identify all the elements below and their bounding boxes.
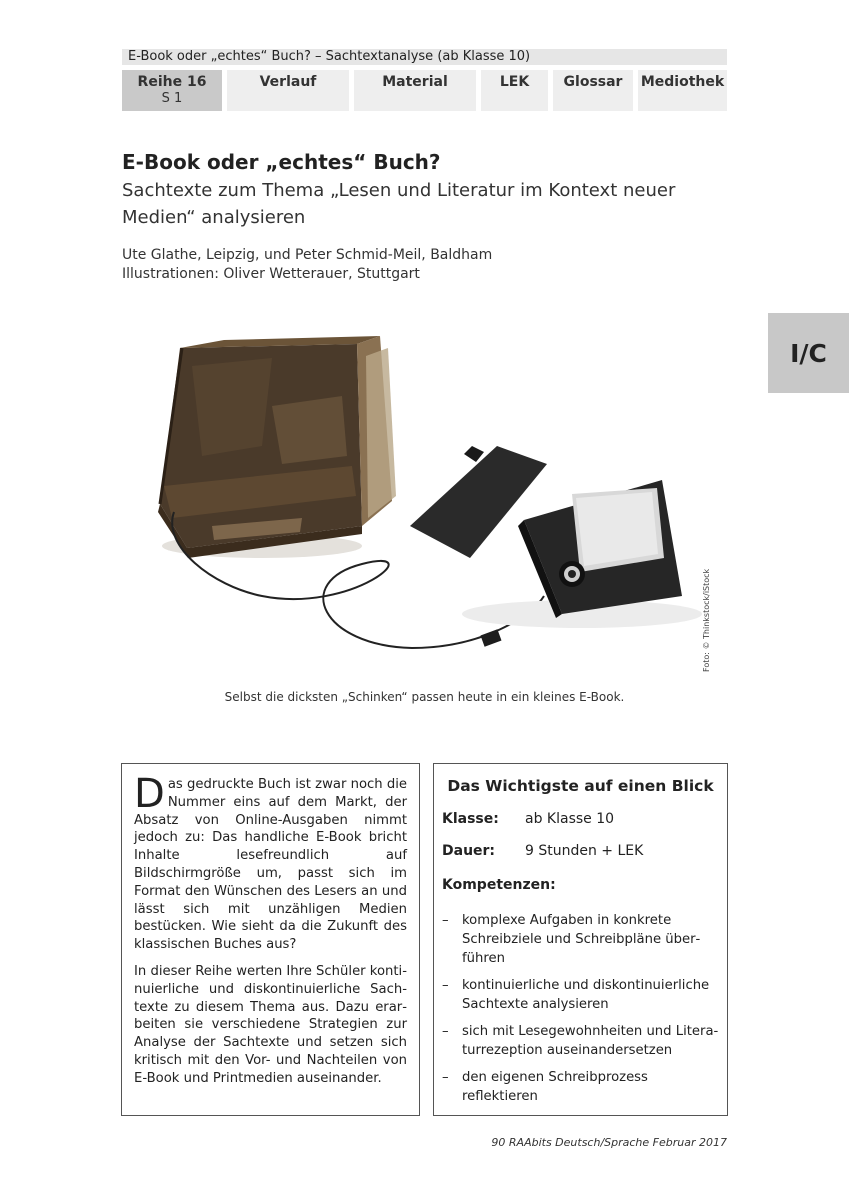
- kompetenzen-label: Kompetenzen:: [442, 877, 556, 893]
- kompetenz-text: den eigenen Schreibprozess reflektieren: [462, 1070, 648, 1104]
- page-subtitle: Sachtexte zum Thema „Lesen und Literatur im Kontext neuer Medien“ analysieren: [122, 180, 676, 228]
- dauer-label: Dauer:: [442, 843, 496, 859]
- tab-glossar[interactable]: [553, 70, 633, 111]
- drop-cap: D: [134, 771, 165, 817]
- overview-box: [433, 763, 728, 1116]
- breadcrumb: E-Book oder „echtes“ Buch? – Sachtextanalyse (ab Klasse 10): [122, 49, 727, 65]
- tab-mediothek[interactable]: [638, 70, 727, 111]
- photo-credit: [702, 568, 714, 672]
- kompetenzen-list: [442, 911, 719, 1106]
- tab-verlauf[interactable]: [227, 70, 349, 111]
- intro-paragraph-1-text: as gedruckte Buch ist zwar noch die Nummer eins auf dem Markt, der Absatz von Online-Ausgaben nimmt jedoch zu: Das handliche E-Book bricht Inhalte lesefreundlich auf Bildschirmgröße um, passt sich im Format den Wünschen des Lesers an und lässt sich mit unzähligen Medien bestücken. Wie sieht da die Zukunft des klassischen Buches aus?: [134, 777, 407, 953]
- ebook-reader-illustration: [410, 446, 702, 628]
- author-block: [122, 246, 492, 284]
- chapter-tab: I/C: [768, 313, 849, 393]
- page-footer: 90 RAAbits Deutsch/Sprache Februar 2017: [491, 1136, 727, 1149]
- dauer-value: 9 Stunden + LEK: [525, 843, 644, 859]
- kompetenz-item: – den eigenen Schreibprozess reflektieren: [442, 1070, 648, 1104]
- intro-paragraph-1: [134, 771, 407, 954]
- kompetenz-text: komplexe Aufgaben in konkrete Schreibziele und Schreibpläne überführen: [462, 913, 701, 966]
- tab-verlauf-label: Verlauf: [259, 74, 317, 90]
- tab-reihe-label: Reihe 16: [137, 74, 207, 90]
- overview-heading: Das Wichtigste auf einen Blick: [447, 777, 714, 795]
- tab-mediothek-label: Mediothek: [640, 74, 725, 90]
- klasse-value: ab Klasse 10: [525, 811, 615, 827]
- tab-material-label: Material: [382, 74, 448, 90]
- kompetenz-text: sich mit Lesegewohnheiten und Literaturrezeption auseinandersetzen: [462, 1024, 719, 1058]
- tab-glossar-label: Glossar: [563, 74, 623, 90]
- klasse-label: Klasse:: [442, 811, 499, 827]
- klasse-row: [442, 811, 719, 827]
- tab-material[interactable]: [354, 70, 476, 111]
- kompetenz-item: – sich mit Lesegewohnheiten und Literaturrezeption auseinandersetzen: [442, 1024, 719, 1058]
- kompetenz-item: – komplexe Aufgaben in konkrete Schreibziele und Schreibpläne überführen: [442, 913, 701, 966]
- photo-credit-text: Foto: © Thinkstock/iStock: [702, 568, 711, 672]
- intro-box: [121, 763, 420, 1116]
- dauer-row: [442, 843, 719, 859]
- authors-line: Ute Glathe, Leipzig, und Peter Schmid-Meil, Baldham: [122, 247, 493, 263]
- tab-lek-label: LEK: [499, 74, 530, 90]
- old-book-illustration: [158, 336, 396, 558]
- photo-caption: Selbst die dicksten „Schinken“ passen heute in ein kleines E-Book.: [224, 690, 625, 704]
- illustrations-line: Illustrationen: Oliver Wetterauer, Stuttgart: [122, 266, 420, 282]
- intro-paragraph-2: In dieser Reihe werten Ihre Schüler kontinuierliche und diskontinuierliche Sachtexte zu diesem Thema aus. Dazu erarbeiten sie verschiedene Strategien zur Analyse der Sachtexte und setzen sich kritisch mit den Vor- und Nachteilen von E-Book und Printmedien auseinander.: [134, 963, 407, 1086]
- tab-reihe-page: S 1: [161, 91, 183, 106]
- tab-lek[interactable]: [481, 70, 548, 111]
- kompetenz-text: kontinuierliche und diskontinuierliche Sachtexte analysieren: [462, 978, 710, 1012]
- kompetenz-item: – kontinuierliche und diskontinuierliche Sachtexte analysieren: [442, 978, 710, 1012]
- page-title: E-Book oder „echtes“ Buch?: [122, 150, 441, 174]
- tab-reihe[interactable]: [122, 70, 222, 111]
- book-and-ebook-photo: [152, 296, 712, 676]
